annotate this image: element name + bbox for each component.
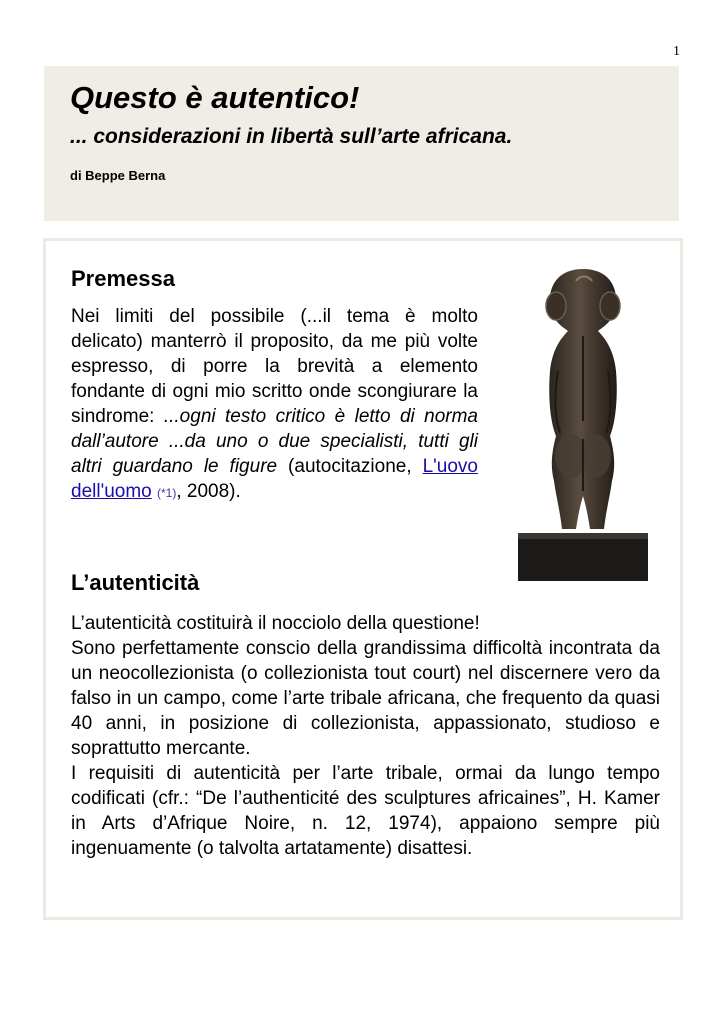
section-heading-autenticita: L’autenticità (71, 570, 200, 595)
statue-base-top (518, 533, 648, 539)
document-title: Questo è autentico! (70, 80, 360, 115)
footnote-ref[interactable]: (*1) (157, 486, 177, 500)
quote-text: ...ogni testo critico è letto di norma dall’autore ...da uno o due specialisti, tutti gli altri guardano le figure (71, 406, 478, 477)
paragraph-body: Sono perfettamente conscio della grandissima difficoltà incontrata da un neocollezionista (o collezionista tout court) nel discernere vero da falso in un campo, come l’arte tribale africana, che frequento da quasi 40 anni, in posizione di collezionista, appassionato, studioso e soprattutto mercante. (71, 638, 660, 759)
page-number: 1 (673, 44, 680, 59)
statue-ear-left (546, 292, 566, 320)
statue-image (508, 261, 658, 581)
paragraph-text: , 2008). (176, 481, 241, 502)
author-byline: di Beppe Berna (70, 168, 166, 183)
content-frame (43, 238, 683, 920)
statue-base (518, 533, 648, 581)
book-link[interactable]: L'uovo dell'uomo (71, 456, 478, 502)
document-subtitle: ... considerazioni in libertà sull’arte africana. (70, 125, 513, 148)
statue-ear-right (600, 292, 620, 320)
paragraph-body: I requisiti di autenticità per l’arte tribale, ormai da lungo tempo codificati (cfr.: “De l’authenticité des sculptures africaines”, H. Kamer in Arts d’Afrique Noire, n. 12, 1974), appaiono sempre più ingenuamente (o talvolta artatamente) disattesi. (71, 763, 660, 859)
section-heading-premessa: Premessa (71, 266, 175, 291)
paragraph-autenticita (71, 611, 660, 861)
paragraph-line: L’autenticità costituirà il nocciolo della questione! (71, 613, 480, 634)
paragraph-premessa (71, 304, 478, 506)
title-block (44, 66, 679, 221)
paragraph-text: Nei limiti del possibile (...il tema è molto delicato) manterrò il proposito, da me più volte espresso, di porre la brevità a elemento fondante di ogni mio scritto onde scongiurare la sindrome: (71, 306, 478, 427)
paragraph-text: (autocitazione, (277, 456, 423, 477)
